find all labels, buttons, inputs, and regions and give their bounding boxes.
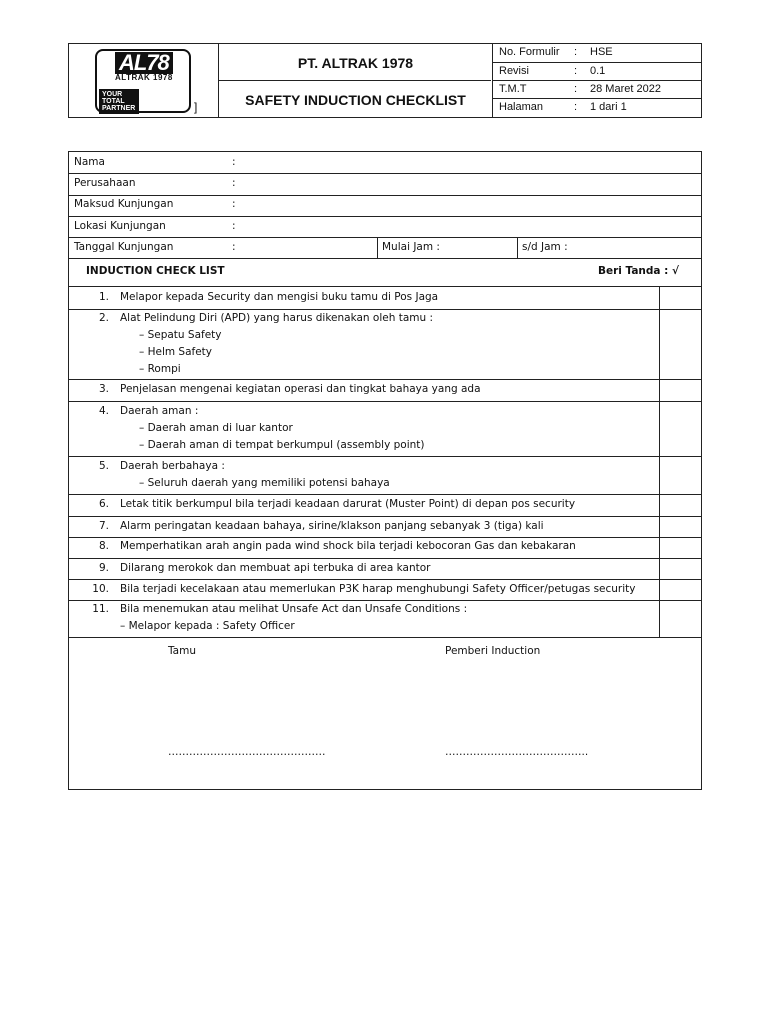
checkbox-item-2[interactable] [660,310,702,379]
checkbox-item-5[interactable] [660,457,702,494]
checkbox-item-7[interactable] [660,517,702,537]
document-title: SAFETY INDUCTION CHECKLIST [245,91,466,108]
company-name: PT. ALTRAK 1978 [297,54,414,71]
item-number: 4. [98,405,109,417]
checkbox-item-11[interactable] [660,601,702,637]
logo-tagline [99,89,139,114]
meta-colon: : [574,65,578,77]
logo-sub-text: ALTRAK 1978 [115,73,173,82]
item-text: Alat Pelindung Diri (APD) yang harus dikenakan oleh tamu : [120,312,434,324]
checklist-item-10 [69,580,659,600]
checklist-item-5 [69,457,659,494]
item-number: 6. [98,498,109,510]
logo-tagline-line: YOUR [102,91,123,98]
logo-tagline-line: PARTNER [102,105,136,112]
checkbox-item-1[interactable] [660,287,702,309]
meta-value: 0.1 [590,65,606,77]
item-subpoint: – Rompi [139,363,181,375]
checklist-item-2 [69,310,659,379]
inductor-signature-line[interactable]: ………………………………….. [445,746,589,758]
checklist-item-8 [69,538,659,558]
checklist-item-4 [69,402,659,456]
field-row-name[interactable] [69,152,701,173]
field-label: Lokasi Kunjungan [74,220,166,232]
meta-key: Halaman [499,101,544,113]
divider [69,258,701,259]
item-text: Daerah berbahaya : [120,460,225,472]
item-text: Letak titik berkumpul bila terjadi keadaan darurat (Muster Point) di depan pos security [120,498,576,510]
meta-key: No. Formulir [499,46,560,58]
induction-form [68,151,702,790]
logo-frame [95,49,191,113]
item-text: Bila terjadi kecelakaan atau memerlukan P3K harap menghubungi Safety Officer/petugas security [120,583,636,595]
item-text: Memperhatikan arah angin pada wind shock bila terjadi kebocoran Gas dan kebakaran [120,540,576,552]
checkbox-item-9[interactable] [660,559,702,579]
item-number: 10. [92,583,109,595]
logo-bracket: ] [194,100,198,114]
checklist-item-11 [69,601,659,637]
item-number: 9. [98,562,109,574]
item-number: 8. [98,540,109,552]
guest-signature-line[interactable]: ……………………………………… [168,746,326,758]
checklist-title: INDUCTION CHECK LIST [86,265,225,277]
field-colon: : [232,220,236,232]
divider [69,637,701,638]
checkbox-item-6[interactable] [660,495,702,516]
meta-colon: : [574,46,578,58]
inductor-signature-label: Pemberi Induction [445,645,541,657]
divider [517,238,518,258]
logo-main-text: AL78 [115,52,173,74]
item-number: 11. [92,603,109,615]
checklist-item-3 [69,380,659,401]
checklist-item-6 [69,495,659,516]
field-row-date[interactable] [69,238,701,258]
meta-row-form-number [492,44,702,62]
document-meta-table [492,44,702,117]
item-subpoint: – Sepatu Safety [139,329,222,341]
field-row-purpose[interactable] [69,196,701,216]
checkbox-item-3[interactable] [660,380,702,401]
meta-row-tmt [492,81,702,99]
meta-key: T.M.T [499,83,527,95]
item-text: Daerah aman : [120,405,199,417]
end-time-label: s/d Jam : [522,241,568,253]
item-number: 1. [98,291,109,303]
item-text: Melapor kepada Security dan mengisi buku tamu di Pos Jaga [120,291,439,303]
meta-value: 28 Maret 2022 [590,83,661,95]
item-subpoint: – Daerah aman di tempat berkumpul (assembly point) [139,439,425,451]
meta-colon: : [574,83,578,95]
item-text: Dilarang merokok dan membuat api terbuka di area kantor [120,562,431,574]
meta-value: HSE [590,46,613,58]
item-text: Bila menemukan atau melihat Unsafe Act dan Unsafe Conditions : [120,603,468,615]
item-subpoint: – Helm Safety [139,346,213,358]
field-row-company[interactable] [69,174,701,195]
field-label: Nama [74,156,105,168]
field-colon: : [232,177,236,189]
item-number: 2. [98,312,109,324]
document-header [68,43,702,118]
checklist-item-9 [69,559,659,579]
item-subpoint: – Daerah aman di luar kantor [139,422,293,434]
meta-colon: : [574,101,578,113]
item-subpoint: – Seluruh daerah yang memiliki potensi bahaya [139,477,390,489]
meta-row-page [492,99,702,117]
mark-instruction: Beri Tanda : √ [597,265,679,277]
field-colon: : [232,198,236,210]
checklist-item-7 [69,517,659,537]
item-number: 3. [98,383,109,395]
guest-signature-label: Tamu [168,645,196,657]
meta-value: 1 dari 1 [590,101,627,113]
meta-key: Revisi [499,65,529,77]
field-colon: : [232,156,236,168]
field-label: Tanggal Kunjungan [74,241,174,253]
field-label: Perusahaan [74,177,136,189]
field-colon: : [232,241,236,253]
checkbox-item-4[interactable] [660,402,702,456]
item-number: 7. [98,520,109,532]
checklist-item-1 [69,287,659,309]
company-logo [69,44,219,117]
checkbox-item-10[interactable] [660,580,702,600]
logo-tagline-line: TOTAL [102,98,125,105]
item-text: Alarm peringatan keadaan bahaya, sirine/klakson panjang sebanyak 3 (tiga) kali [120,520,544,532]
item-subpoint: – Melapor kepada : Safety Officer [120,620,295,632]
field-label: Maksud Kunjungan [74,198,174,210]
divider [377,238,378,258]
item-number: 5. [98,460,109,472]
start-time-label: Mulai Jam : [382,241,440,253]
checkbox-item-8[interactable] [660,538,702,558]
field-row-location[interactable] [69,217,701,237]
meta-row-revision [492,63,702,81]
item-text: Penjelasan mengenai kegiatan operasi dan tingkat bahaya yang ada [120,383,481,395]
